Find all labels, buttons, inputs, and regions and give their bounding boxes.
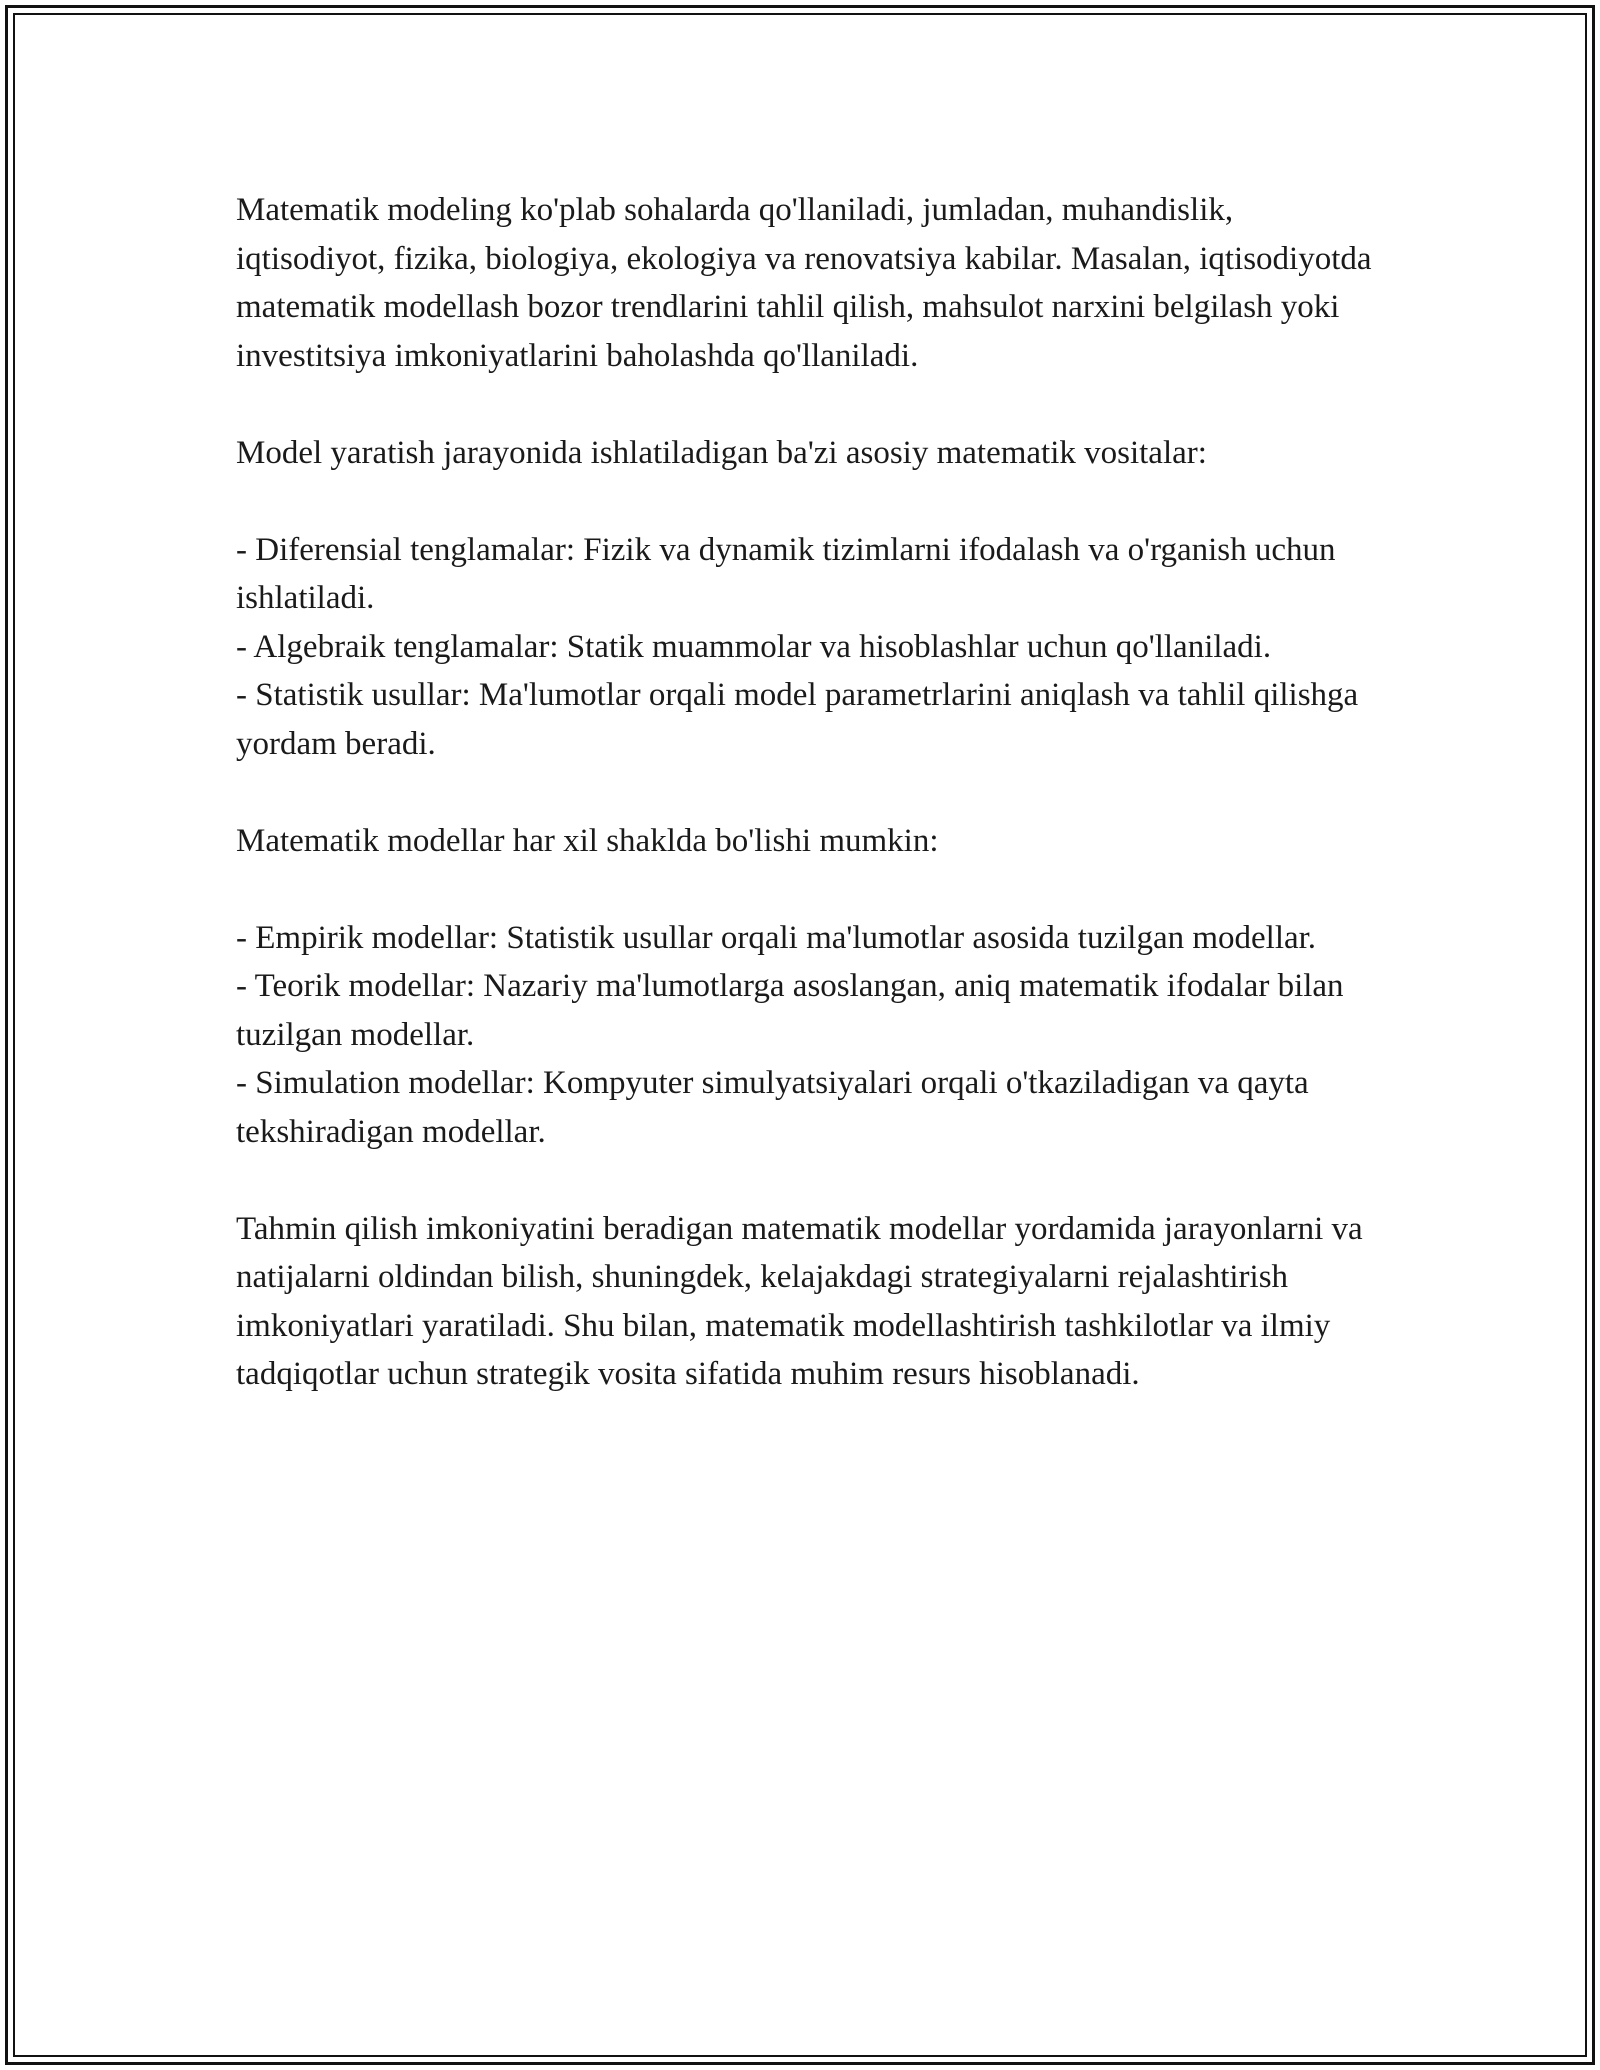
models-intro: Matematik modellar har xil shaklda bo'lishi mumkin: [236,822,939,859]
list-item: - Simulation modellar: Kompyuter simulyatsiyalari orqali o'tkaziladigan va qayta tekshiradigan modellar. [236,1065,1309,1150]
intro-paragraph: Matematik modeling ko'plab sohalarda qo'llaniladi, jumladan, muhandislik, iqtisodiyot, fizika, biologiya, ekologiya va renovatsiya kabilar. Masalan, iqtisodiyotda matematik modellash bozor trendlarini tahlil qilish, mahsulot narxini belgilash yoki investitsiya imkoniyatlarini baholashda qo'llaniladi. [236,192,1372,374]
list-item: - Algebraik tenglamalar: Statik muammolar va hisoblashlar uchun qo'llaniladi. [236,628,1272,665]
list-item: - Teorik modellar: Nazariy ma'lumotlarga asoslangan, aniq matematik ifodalar bilan tuzilgan modellar. [236,968,1344,1053]
list-item: - Statistik usullar: Ma'lumotlar orqali model parametrlarini aniqlash va tahlil qilishga yordam beradi. [236,677,1359,762]
tools-intro: Model yaratish jarayonida ishlatiladigan ba'zi asosiy matematik vositalar: [236,434,1207,471]
list-item: - Diferensial tenglamalar: Fizik va dynamik tizimlarni ifodalash va o'rganish uchun ishlatiladi. [236,531,1336,616]
list-item: - Empirik modellar: Statistik usullar orqali ma'lumotlar asosida tuzilgan modellar. [236,919,1317,956]
models-list [236,914,1376,1157]
document-body [236,186,1376,1447]
tools-list [236,526,1376,769]
conclusion-paragraph: Tahmin qilish imkoniyatini beradigan matematik modellar yordamida jarayonlarni va natijalarni oldindan bilish, shuningdek, kelajakdagi strategiyalarni rejalashtirish imkoniyatlari yaratiladi. Shu bilan, matematik modellashtirish tashkilotlar va ilmiy tadqiqotlar uchun strategik vosita sifatida muhim resurs hisoblanadi. [236,1210,1363,1392]
